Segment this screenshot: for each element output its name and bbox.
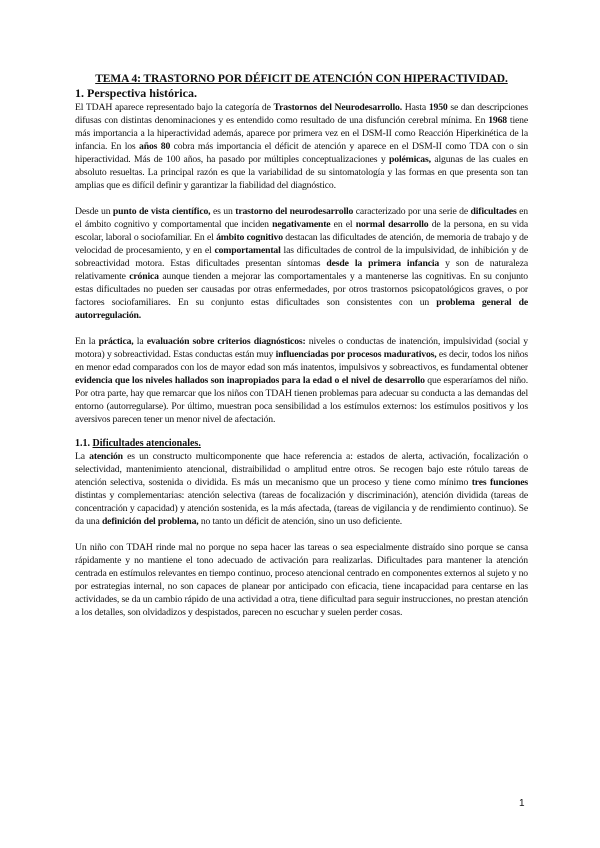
section-heading-historical: 1. Perspectiva histórica. (75, 86, 197, 100)
paragraph-history: El TDAH aparece representado bajo la categoría de Trastornos del Neurodesarrollo. Hasta 1950 se dan descripciones difusas con distintas denominaciones y es entendido como resultado de una disfunción cerebral mínima. En 1968 tiene más importancia a la hiperactividad además, aparece por primera vez en el DSM-II como Reacción Hiperkinética de la infancia. En los años 80 cobra más importancia el déficit de atención y aparece en el DSM-II como TDA con o sin hiperactividad. Más de 100 años, ha pasado por múltiples conceptualizaciones y polémicas, algunas de las cuales en absoluto resueltas. La principal razón es que la variabilidad de su sintomatología y las formas en que presenta son tan amplias que es difícil definir y garantizar la fiabilidad del diagnóstico. (75, 102, 529, 191)
subsection-heading-attention: 1.1. Dificultades atencionales. (75, 438, 201, 449)
paragraph-tdah-child: Un niño con TDAH rinde mal no porque no sepa hacer las tareas o sea especialmente distraído sino porque se cansa rápidamente y no mantiene el tono adecuado de activación para realizarlas. Dificultades para mantener la atención centrada en estímulos relevantes en tiempo continuo, proceso atencional centrado en componentes externos al sujeto y no por estrategias internal, no son capaces de planear por anticipado con eficacia, tiene incapacidad para centarse en las actividades, se da un cambio rápido de una actividad a otra, tiene dificultad para seguir instrucciones, no prestan atención a los detalles, son olvidadizos y despistados, parecen no escuchar y suelen perder cosas. (75, 542, 528, 618)
paragraph-scientific-view: Desde un punto de vista científico, es un trastorno del neurodesarrollo caracterizado por una serie de dificultades en el ámbito cognitivo y comportamental que inciden negativamente en el normal desarrollo de la persona, en su vida escolar, laboral o sociofamiliar. En el ámbito cognitivo destacan las dificultades de atención, de memoria de trabajo y de velocidad de procesamiento, y en el comportamental las dificultades de control de la impulsividad, de inhibición y de sobreactividad motora. Estas dificultades presentan síntomas desde la primera infancia y son de naturaleza relativamente crónica aunque tienden a mejorar las comportamentales y a mantenerse las cognitivas. En su conjunto estas dificultades no pueden ser causadas por otras enfermedades, por otros trastornos psicopatológicos graves, o por factores sociofamiliares. En su conjunto estas dificultades son consistentes con un problema general de autorregulación. (75, 206, 529, 321)
page-title: TEMA 4: TRASTORNO POR DÉFICIT DE ATENCIÓN CON HIPERACTIVIDAD. (95, 73, 508, 85)
paragraph-practice: En la práctica, la evaluación sobre criterios diagnósticos: niveles o conductas de inatención, impulsividad (social y motora) y sobreactividad. Estas conductas están muy influenciadas por procesos madurativos, es decir, todos los niños en menor edad comparados con los de mayor edad son más inatentos, impulsivos y sobreactivos, es fundamental obtener evidencia que los niveles hallados son inapropiados para la edad o el nivel de desarrollo que esperaríamos del niño. Por otra parte, hay que remarcar que los niños con TDAH tienen problemas para adecuar su conducta a las demandas del entorno (autorregularse). Por último, muestran poca sensibilidad a los estímulos externos: los estímulos positivos y los aversivos parecen tener un menor nivel de afectación. (75, 336, 529, 425)
document-page (75, 72, 528, 619)
page-number: 1 (519, 798, 525, 809)
paragraph-attention: La atención es un constructo multicomponente que hace referencia a: estados de alerta, activación, focalización o selectividad, mantenimiento atencional, distraibilidad o amplitud entre otros. Se recogen bajo este rótulo tareas de atención selectiva, sostenida o dividida. Es más un mecanismo que un proceso y tiene como mínimo tres funciones distintas y complementarias: atención selectiva (tareas de focalización y discriminación), atención dividida (tareas de concentración y capacidad) y atención sostenida, es la más afectada, (tareas de vigilancia y de rendimiento continuo). Se da una definición del problema, no tanto un déficit de atención, sino un uso deficiente. (75, 451, 528, 527)
